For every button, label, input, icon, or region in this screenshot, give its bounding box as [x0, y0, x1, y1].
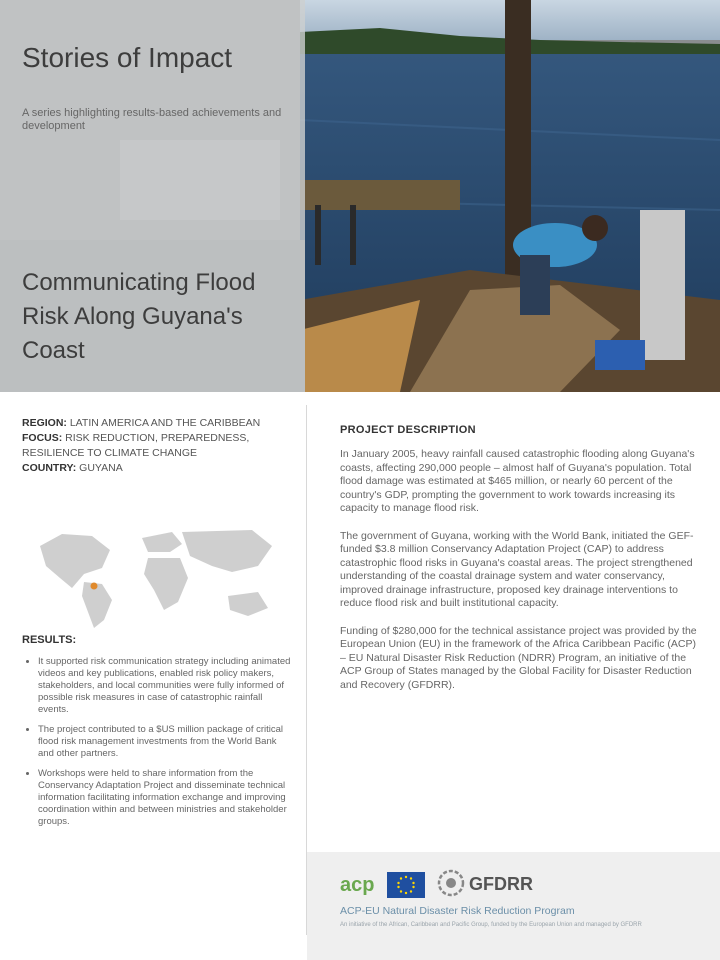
story-title: Communicating Flood Risk Along Guyana's Coast — [22, 269, 256, 364]
gfdrr-logo: GFDRR — [469, 874, 533, 894]
description-heading: PROJECT DESCRIPTION — [340, 424, 476, 436]
results-list — [22, 656, 292, 828]
region-value: LATIN AMERICA AND THE CARIBBEAN — [69, 417, 261, 429]
gfdrr-emblem-icon — [437, 869, 465, 897]
sidebar-column — [22, 416, 292, 827]
list-item: • It supported risk communication strategy including animated videos and key publications, enabled risk policy makers, stakeholders, and local communities were fully informed of possible risk measures in case of catastrophic rainfall events. — [38, 656, 292, 716]
focus-line — [22, 431, 292, 461]
region-label: REGION: — [22, 417, 67, 429]
list-item: • The project contributed to a $US million package of critical flood risk management investments from the World Bank and other partners. — [38, 724, 292, 760]
results-heading: RESULTS: — [22, 634, 77, 646]
partner-footer — [307, 852, 720, 960]
region-line — [22, 416, 292, 431]
program-name: ACP-EU Natural Disaster Risk Reduction Program — [340, 905, 575, 917]
description-paragraph: The government of Guyana, working with the World Bank, initiated the GEF-funded $3.8 million Conservancy Adaptation Project (CAP) to address catastrophic flood risks in Guyana's coastal areas. The project strengthened understanding of the coastal drainage system and water conservancy, improved drainage infrastructure, proposed key drainage interventions to reduce flood risk and built institutional capacity. — [340, 529, 694, 609]
series-title: Stories of Impact — [22, 42, 233, 73]
list-item: • Workshops were held to share information from the Conservancy Adaptation Project and disseminate technical information facilitating information exchange and improving coordination within and between ministries and stakeholder groups. — [38, 768, 292, 828]
country-value: GUYANA — [79, 462, 123, 474]
results-section — [22, 634, 292, 836]
acp-logo: acp — [340, 874, 375, 896]
hero-banner — [0, 0, 720, 392]
world-map — [22, 516, 292, 634]
description-paragraph: Funding of $280,000 for the technical assistance project was provided by the European Union (EU) in the framework of the Africa Caribbean Pacific (ACP) – EU Natural Disaster Risk Reduction (NDRR) Program, an initiative of the ACP Group of States managed by the Global Facility for Disaster Reduction and Recovery (GFDRR). — [340, 624, 697, 691]
program-note: An initiative of the African, Caribbean and Pacific Group, funded by the European Union and managed by GFDRR — [340, 922, 642, 928]
country-line — [22, 461, 292, 476]
description-paragraph: In January 2005, heavy rainfall caused catastrophic flooding along Guyana's coasts, affecting 290,000 people – almost half of Guyana's population. Total flood damage was estimated at $465 million, or nearly 60 percent of the country's GDP, prompting the government to work towards increasing its capacity to manage flood risk. — [340, 448, 695, 514]
description-column — [340, 424, 698, 706]
eu-flag-icon — [387, 872, 425, 898]
focus-value: RISK REDUCTION, PREPAREDNESS, RESILIENCE TO CLIMATE CHANGE — [22, 432, 250, 459]
series-subtitle: A series highlighting results-based achievements and development — [22, 107, 282, 132]
country-label: COUNTRY: — [22, 462, 77, 474]
focus-label: FOCUS: — [22, 432, 63, 444]
location-marker-icon — [91, 583, 98, 590]
